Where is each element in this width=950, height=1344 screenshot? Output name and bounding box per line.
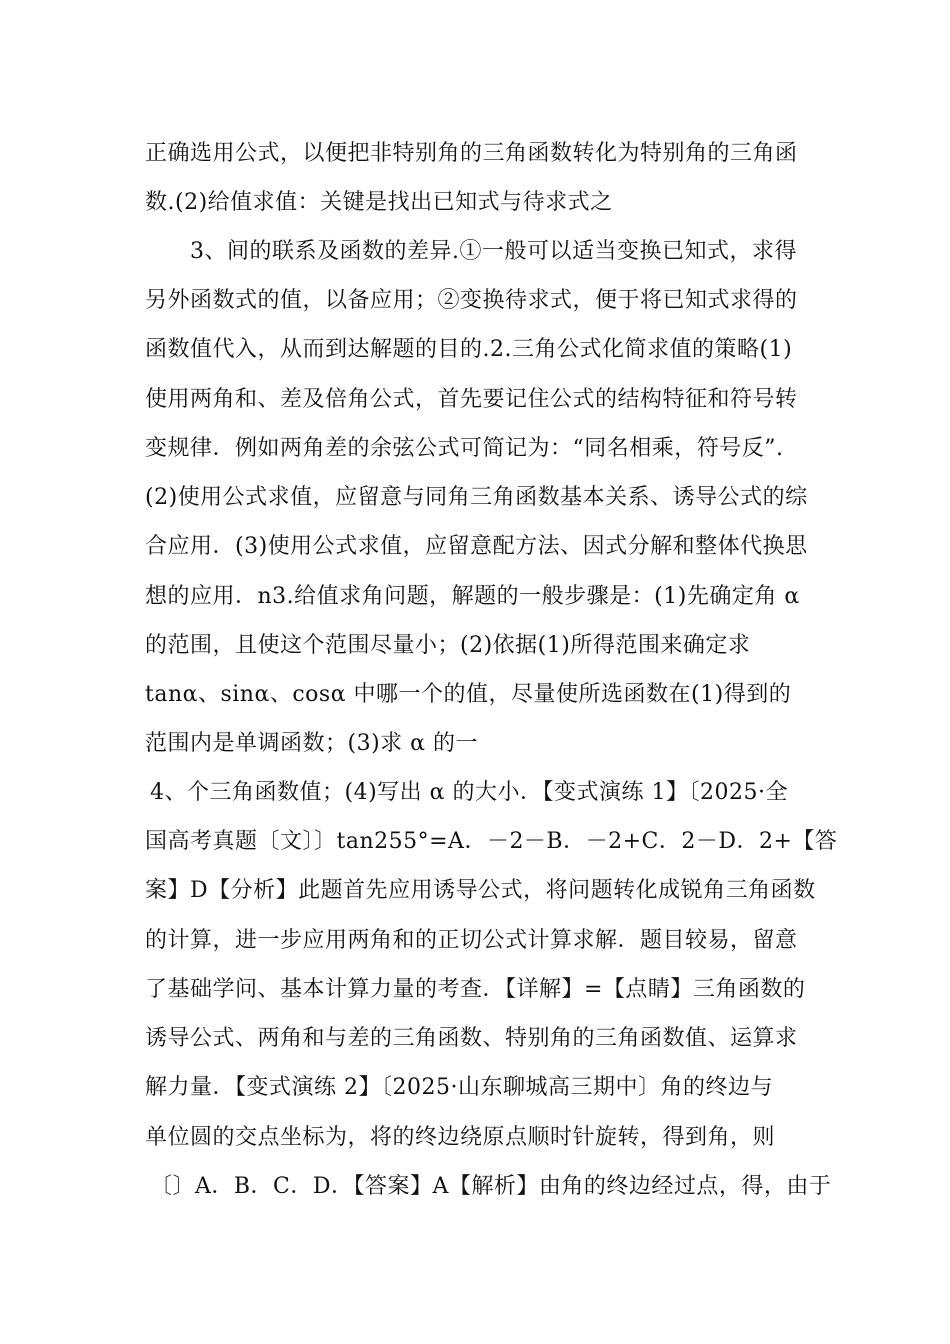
text-line: 国高考真题〔文〕〕tan255°=A．－2－B．－2+C．2－D．2+【答 [145, 829, 838, 854]
text-line: 合应用．(3)使用公式求值，应留意配方法、因式分解和整体代换思 [145, 534, 808, 559]
text-line: 范围内是单调函数；(3)求 α 的一 [145, 731, 479, 756]
text-line: tanα、sinα、cosα 中哪一个的值，尽量使所选函数在(1)得到的 [145, 682, 792, 707]
text-line: 案】D【分析】此题首先应用诱导公式，将问题转化成锐角三角函数 [145, 878, 816, 903]
text-line: 另外函数式的值，以备应用；②变换待求式，便于将已知式求得的 [145, 288, 798, 313]
text-line: 数.(2)给值求值：关键是找出已知式与待求式之 [145, 190, 613, 215]
text-line: 变规律．例如两角差的余弦公式可简记为：“同名相乘，符号反”. [145, 436, 784, 461]
text-line: 的范围，且使这个范围尽量小；(2)依据(1)所得范围来确定求 [145, 633, 751, 658]
text-line: 正确选用公式，以便把非特别角的三角函数转化为特别角的三角函 [145, 141, 798, 166]
text-line: 解力量．【变式演练 2】〔2025·山东聊城高三期中〕角的终边与 [145, 1075, 773, 1100]
text-line: 〔〕A．B．C．D．【答案】A【解析】由角的终边经过点，得，由于 [150, 1174, 832, 1199]
text-line: 使用两角和、差及倍角公式，首先要记住公式的结构特征和符号转 [145, 387, 798, 412]
text-line: 想的应用．n3.给值求角问题，解题的一般步骤是：(1)先确定角 α [145, 584, 800, 609]
text-line: 诱导公式、两角和与差的三角函数、特别角的三角函数值、运算求 [145, 1026, 798, 1051]
text-line: 了基础学问、基本计算力量的考查．【详解】=【点睛】三角函数的 [145, 977, 806, 1002]
text-line: 单位圆的交点坐标为，将的终边绕原点顺时针旋转，得到角，则 [145, 1125, 776, 1150]
text-line: 函数值代入，从而到达解题的目的.2.三角公式化简求值的策略(1) [145, 337, 793, 362]
text-line: 4、个三角函数值；(4)写出 α 的大小．【变式演练 1】〔2025·全 [150, 780, 788, 805]
text-line: 的计算，进一步应用两角和的正切公式计算求解．题目较易，留意 [145, 928, 798, 953]
text-line: 3、间的联系及函数的差异.①一般可以适当变换已知式，求得 [190, 239, 797, 264]
text-line: (2)使用公式求值，应留意与同角三角函数基本关系、诱导公式的综 [145, 485, 808, 510]
